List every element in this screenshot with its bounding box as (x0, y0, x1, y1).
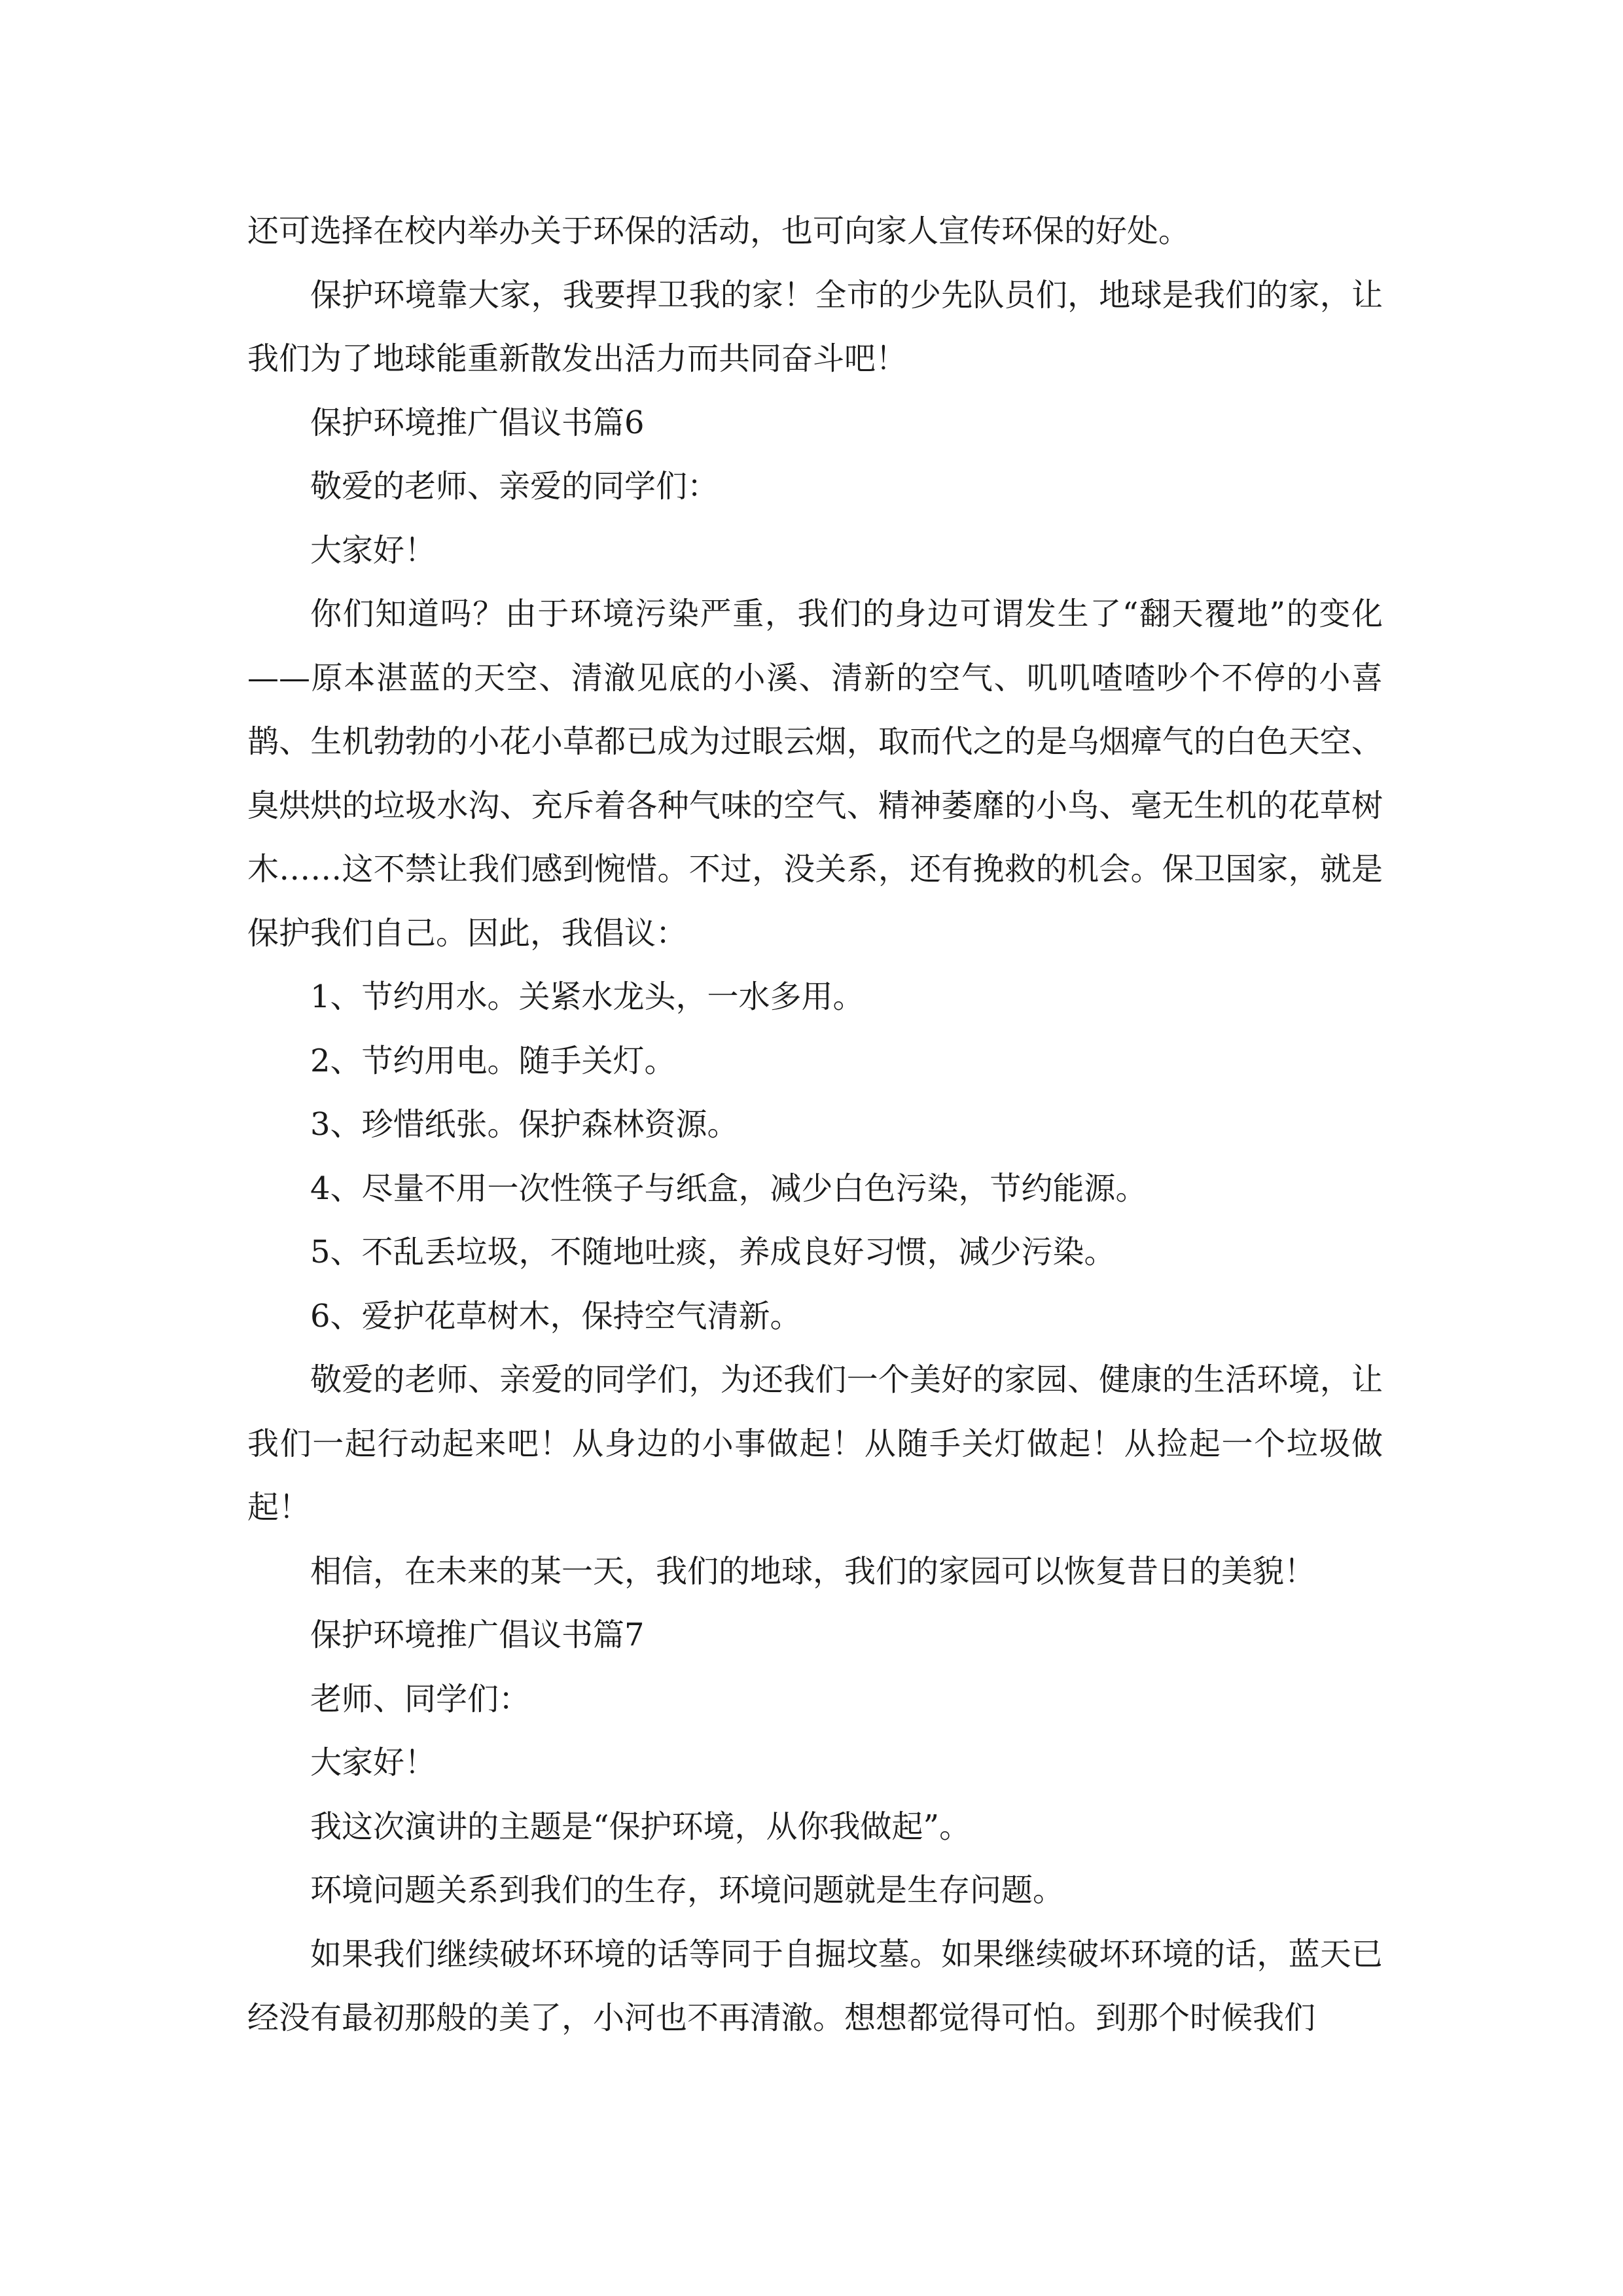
list-item: 4、尽量不用一次性筷子与纸盒，减少白色污染，节约能源。 (310, 1170, 1147, 1207)
paragraph: 相信，在未来的某一天，我们的地球，我们的家园可以恢复昔日的美貌！ (310, 1552, 1316, 1590)
salutation: 敬爱的老师、亲爱的同学们： (310, 468, 719, 505)
paragraph: 敬爱的老师、亲爱的同学们，为还我们一个美好的家园、健康的生活环境，让我们一起行动起来吧！从身边的小事做起！从随手关灯做起！从捡起一个垃圾做起！ (247, 1361, 1383, 1526)
paragraph: 保护环境靠大家，我要捍卫我的家！全市的少先队员们，地球是我们的家，让我们为了地球能重新散发出活力而共同奋斗吧！ (247, 276, 1383, 377)
paragraph: 如果我们继续破坏环境的话等同于自掘坟墓。如果继续破坏环境的话，蓝天已经没有最初那般的美了，小河也不再清澈。想想都觉得可怕。到那个时候我们 (247, 1935, 1383, 2036)
section-heading: 保护环境推广倡议书篇7 (310, 1617, 645, 1653)
list-item: 1、节约用水。关紧水龙头，一水多用。 (310, 978, 865, 1015)
list-item: 5、不乱丢垃圾，不随地吐痰，养成良好习惯，减少污染。 (310, 1234, 1116, 1270)
greeting: 大家好！ (310, 1744, 437, 1781)
salutation: 老师、同学们： (310, 1680, 531, 1717)
paragraph: 还可选择在校内举办关于环保的活动，也可向家人宣传环保的好处。 (247, 213, 1190, 249)
section-heading: 保护环境推广倡议书篇6 (310, 404, 645, 441)
document-body (247, 200, 1383, 2051)
list-item: 6、爱护花草树木，保持空气清新。 (310, 1297, 802, 1335)
paragraph: 我这次演讲的主题是“保护环境，从你我做起”。 (310, 1808, 971, 1845)
paragraph: 你们知道吗？由于环境污染严重，我们的身边可谓发生了“翻天覆地”的变化——原本湛蓝的天空、清澈见底的小溪、清新的空气、叽叽喳喳吵个不停的小喜鹊、生机勃勃的小花小草都已成为过眼云烟，取而代之的是乌烟瘴气的白色天空、臭烘烘的垃圾水沟、充斥着各种气味的空气、精神萎靡的小鸟、毫无生机的花草树木……这不禁让我们感到惋惜。不过，没关系，还有挽救的机会。保卫国家，就是保护我们自己。因此，我倡议： (247, 596, 1383, 952)
list-item: 3、珍惜纸张。保护森林资源。 (310, 1106, 739, 1143)
greeting: 大家好！ (310, 531, 437, 569)
paragraph: 环境问题关系到我们的生存，环境问题就是生存问题。 (310, 1872, 1065, 1909)
list-item: 2、节约用电。随手关灯。 (310, 1042, 676, 1079)
